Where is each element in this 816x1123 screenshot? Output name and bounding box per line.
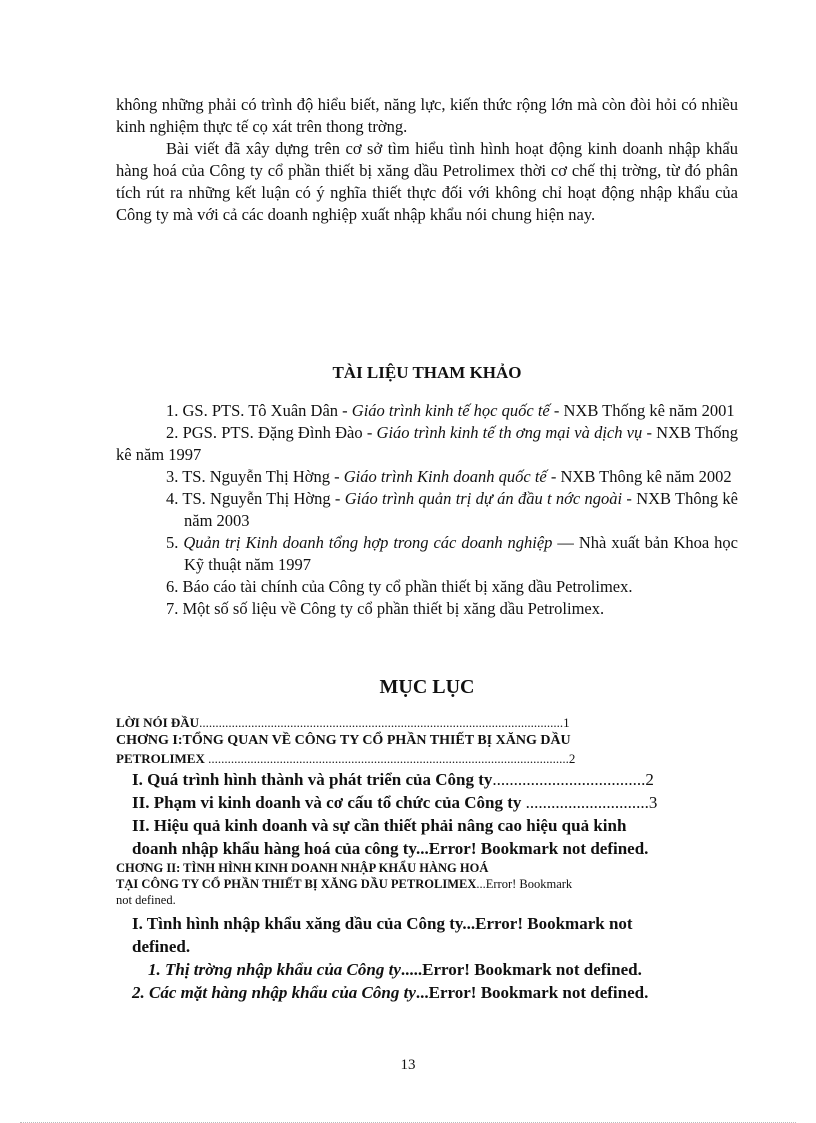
toc-entry-continued[interactable]: doanh nhập khẩu hàng hoá của công ty...Error! Bookmark not defined. (132, 839, 649, 858)
toc-entry[interactable]: II. Phạm vi kinh doanh và cơ cấu tổ chức của Công ty .............................3 (132, 793, 658, 812)
toc-entry-continued[interactable]: not defined. (116, 893, 176, 907)
reference-item: 6. Báo cáo tài chính của Công ty cổ phần thiết bị xăng dầu Petrolimex. (166, 577, 633, 596)
reference-item: 1. GS. PTS. Tô Xuân Dân - Giáo trình kinh tế học quốc tế - NXB Thống kê năm 2001 (166, 401, 735, 420)
reference-item: 5. Quản trị Kinh doanh tổng hợp trong các doanh nghiệp — Nhà xuất bản Khoa học Kỹ thuật năm 1997 (166, 533, 738, 574)
intro-paragraph-2: Bài viết đã xây dựng trên cơ sở tìm hiểu tình hình hoạt động kinh doanh nhập khẩu hàng hoá của Công ty cổ phần thiết bị xăng dầu Petrolimex thời cơ chế thị trờng, từ đó phân tích rút ra những kết luận có ý nghĩa thiết thực đối với không chỉ hoạt động nhập khẩu của Công ty mà với cả các doanh nghiệp xuất nhập khẩu nói chung hiện nay. (116, 139, 738, 224)
toc-entry-continued[interactable]: PETROLIMEX ...............................................................................................................2 (116, 751, 576, 766)
reference-item: 3. TS. Nguyễn Thị Hờng - Giáo trình Kinh doanh quốc tế - NXB Thông kê năm 2002 (166, 467, 732, 486)
reference-item: 7. Một số số liệu về Công ty cổ phần thiết bị xăng dầu Petrolimex. (166, 599, 605, 618)
toc-entry[interactable]: LỜI NÓI ĐẦU................................................................................................................1 (116, 715, 570, 730)
toc-entry[interactable]: 1. Thị trờng nhập khẩu của Công ty.....Error! Bookmark not defined. (148, 960, 642, 979)
toc-entry[interactable]: I. Tình hình nhập khẩu xăng dầu của Công ty...Error! Bookmark not (132, 914, 633, 933)
toc-entry[interactable]: CHƠNG I:TỔNG QUAN VỀ CÔNG TY CỔ PHẦN THIẾT BỊ XĂNG DẦU (116, 733, 571, 748)
toc-entry[interactable]: I. Quá trình hình thành và phát triển của Công ty....................................2 (132, 770, 654, 789)
intro-section (116, 94, 738, 226)
reference-item: 2. PGS. PTS. Đặng Đình Đào - Giáo trình kinh tế th ơng mại và dịch vụ - NXB Thống kê năm 1997 (116, 423, 739, 464)
page-number: 13 (400, 1057, 416, 1073)
toc-entry-continued[interactable]: TẠI CÔNG TY CỔ PHẦN THIẾT BỊ XĂNG DẦU PETROLIMEX...Error! Bookmark (116, 877, 573, 891)
toc-entry[interactable]: CHƠNG II: TÌNH HÌNH KINH DOANH NHẬP KHẨU HÀNG HOÁ (116, 861, 489, 875)
references-section (116, 362, 738, 620)
reference-item: 4. TS. Nguyễn Thị Hờng - Giáo trình quản trị dự án đầu t nớc ngoài - NXB Thông kê năm 2003 (166, 489, 739, 530)
intro-paragraph-1: không những phải có trình độ hiểu biết, năng lực, kiến thức rộng lớn mà còn đòi hỏi có nhiều kinh nghiệm thực tế cọ xát trên thong trờng. (116, 95, 738, 136)
toc-title: MỤC LỤC (379, 676, 475, 698)
toc-entry[interactable]: II. Hiệu quả kinh doanh và sự cần thiết phải nâng cao hiệu quả kinh (132, 816, 627, 835)
toc-section (116, 674, 738, 1004)
toc-entry-continued[interactable]: defined. (132, 937, 191, 956)
references-title: TÀI LIỆU THAM KHẢO (332, 363, 522, 382)
toc-list (116, 714, 738, 1004)
toc-entry[interactable]: 2. Các mặt hàng nhập khẩu của Công ty...Error! Bookmark not defined. (132, 983, 649, 1002)
